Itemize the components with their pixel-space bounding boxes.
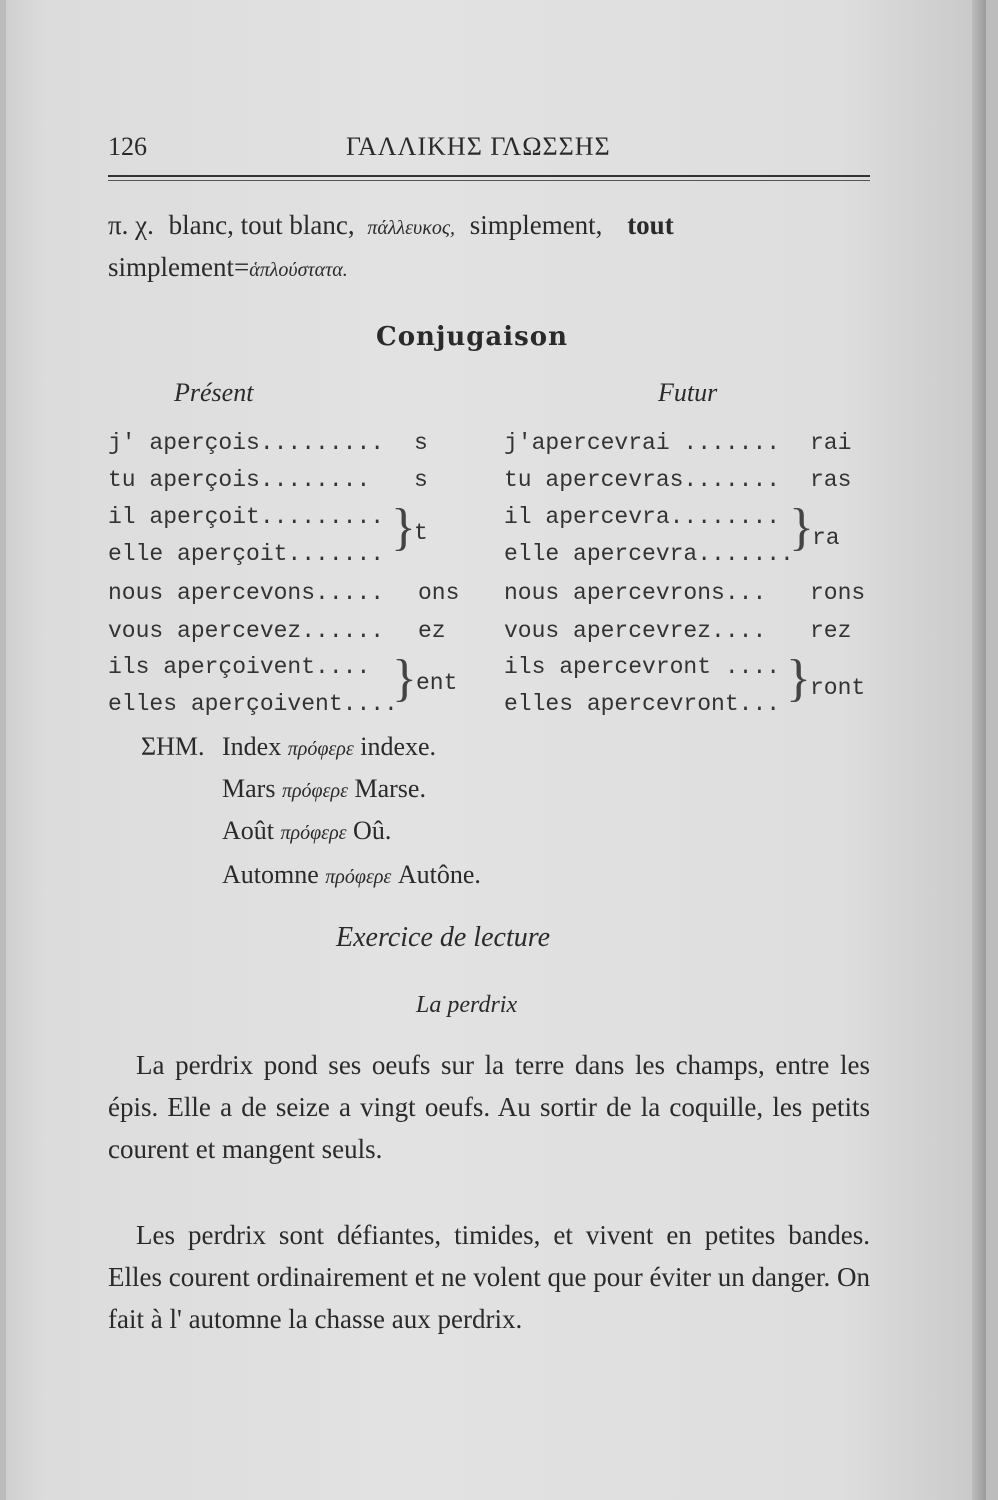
futur-brace-ront: } bbox=[786, 650, 811, 707]
futur-form-6: vous apercevrez.... bbox=[504, 618, 767, 644]
note-word: Mars bbox=[222, 774, 276, 803]
present-brace-t: } bbox=[391, 499, 416, 556]
exercise-paragraph-1: La perdrix pond ses oeufs sur la terre dans les champs, entre les épis. Elle a de seize a vingt oeufs. Au sortir de la coquille, les petits courent et mangent seuls. bbox=[108, 1050, 870, 1164]
intro-text-c: tout bbox=[627, 210, 674, 240]
intro-text-2: simplement= bbox=[108, 252, 250, 282]
exercise-subtitle: La perdrix bbox=[416, 992, 518, 1018]
present-form-4: elle aperçoit....... bbox=[108, 541, 385, 567]
note-line-3 bbox=[222, 816, 391, 846]
note-line-4 bbox=[222, 860, 481, 890]
intro-text-b: simplement, bbox=[469, 210, 603, 240]
note-pron: Oû. bbox=[353, 816, 392, 845]
futur-form-2: tu apercevras....... bbox=[504, 467, 781, 493]
present-group-ending-t: t bbox=[414, 520, 428, 546]
note-pron: Autône. bbox=[397, 860, 481, 889]
present-heading: Présent bbox=[174, 378, 254, 407]
futur-heading: Futur bbox=[658, 378, 718, 407]
conjugation-title: Conjugaison bbox=[376, 322, 569, 352]
futur-form-1: j'apercevrai ....... bbox=[504, 430, 781, 456]
running-head: ΓΑΛΛΙΚΗΣ ΓΛΩΣΣΗΣ bbox=[346, 132, 611, 161]
header-rule-thin bbox=[108, 180, 870, 181]
intro-text-a: blanc, tout blanc, bbox=[168, 210, 355, 240]
futur-ending-5: rons bbox=[810, 580, 866, 606]
intro-greek-2: ἁπλούστατα. bbox=[249, 259, 348, 281]
note-line-1 bbox=[222, 732, 436, 762]
futur-form-3: il apercevra........ bbox=[504, 504, 781, 530]
note-greek: πρόφερε bbox=[325, 866, 392, 888]
book-page bbox=[6, 0, 986, 1500]
present-ending-5: ons bbox=[418, 580, 460, 606]
present-ending-1: s bbox=[414, 430, 428, 456]
futur-brace-ra: } bbox=[789, 499, 814, 556]
futur-form-8: elles apercevront... bbox=[504, 691, 781, 717]
intro-abbr: π. χ. bbox=[108, 210, 154, 240]
present-ending-6: ez bbox=[418, 618, 446, 644]
futur-group-ending-ra: ra bbox=[812, 525, 840, 551]
header-rule bbox=[108, 175, 870, 177]
present-brace-ent: } bbox=[392, 650, 417, 707]
note-pron: indexe. bbox=[360, 732, 437, 761]
present-form-3: il aperçoit......... bbox=[108, 504, 385, 530]
futur-ending-1: rai bbox=[810, 430, 852, 456]
intro-greek-a: πάλλευκος, bbox=[367, 217, 455, 239]
exercise-title: Exercice de lecture bbox=[336, 922, 551, 953]
note-pron: Marse. bbox=[354, 774, 426, 803]
note-greek: πρόφερε bbox=[280, 822, 347, 844]
present-form-2: tu aperçois........ bbox=[108, 467, 371, 493]
note-word: Août bbox=[222, 816, 274, 845]
present-form-8: elles aperçoivent.... bbox=[108, 691, 398, 717]
present-form-6: vous apercevez...... bbox=[108, 618, 385, 644]
page-number: 126 bbox=[108, 132, 147, 161]
note-word: Index bbox=[222, 732, 282, 761]
present-form-5: nous apercevons..... bbox=[108, 580, 385, 606]
exercise-paragraph-2: Les perdrix sont défiantes, timides, et vivent en petites bandes. Elles courent ordinairement et ne volent que pour éviter un danger. On fait à l' automne la chasse aux perdrix. bbox=[108, 1220, 870, 1334]
note-greek: πρόφερε bbox=[287, 738, 354, 760]
futur-ending-6: rez bbox=[810, 618, 852, 644]
futur-form-4: elle apercevra....... bbox=[504, 541, 794, 567]
note-word: Automne bbox=[222, 860, 319, 889]
futur-group-ending-ront: ront bbox=[810, 675, 866, 701]
present-form-7: ils aperçoivent.... bbox=[108, 654, 371, 680]
note-greek: πρόφερε bbox=[281, 780, 348, 802]
present-form-1: j' aperçois......... bbox=[108, 430, 385, 456]
intro-line-1 bbox=[108, 210, 674, 241]
futur-form-7: ils apercevront .... bbox=[504, 654, 781, 680]
note-label: ΣΗΜ. bbox=[141, 732, 205, 761]
page-spine-shadow bbox=[972, 0, 986, 1500]
note-line-2 bbox=[222, 774, 426, 804]
futur-form-5: nous apercevrons... bbox=[504, 580, 767, 606]
futur-ending-2: ras bbox=[810, 467, 852, 493]
present-ending-2: s bbox=[414, 467, 428, 493]
intro-line-2 bbox=[108, 252, 348, 283]
present-group-ending-ent: ent bbox=[416, 670, 458, 696]
